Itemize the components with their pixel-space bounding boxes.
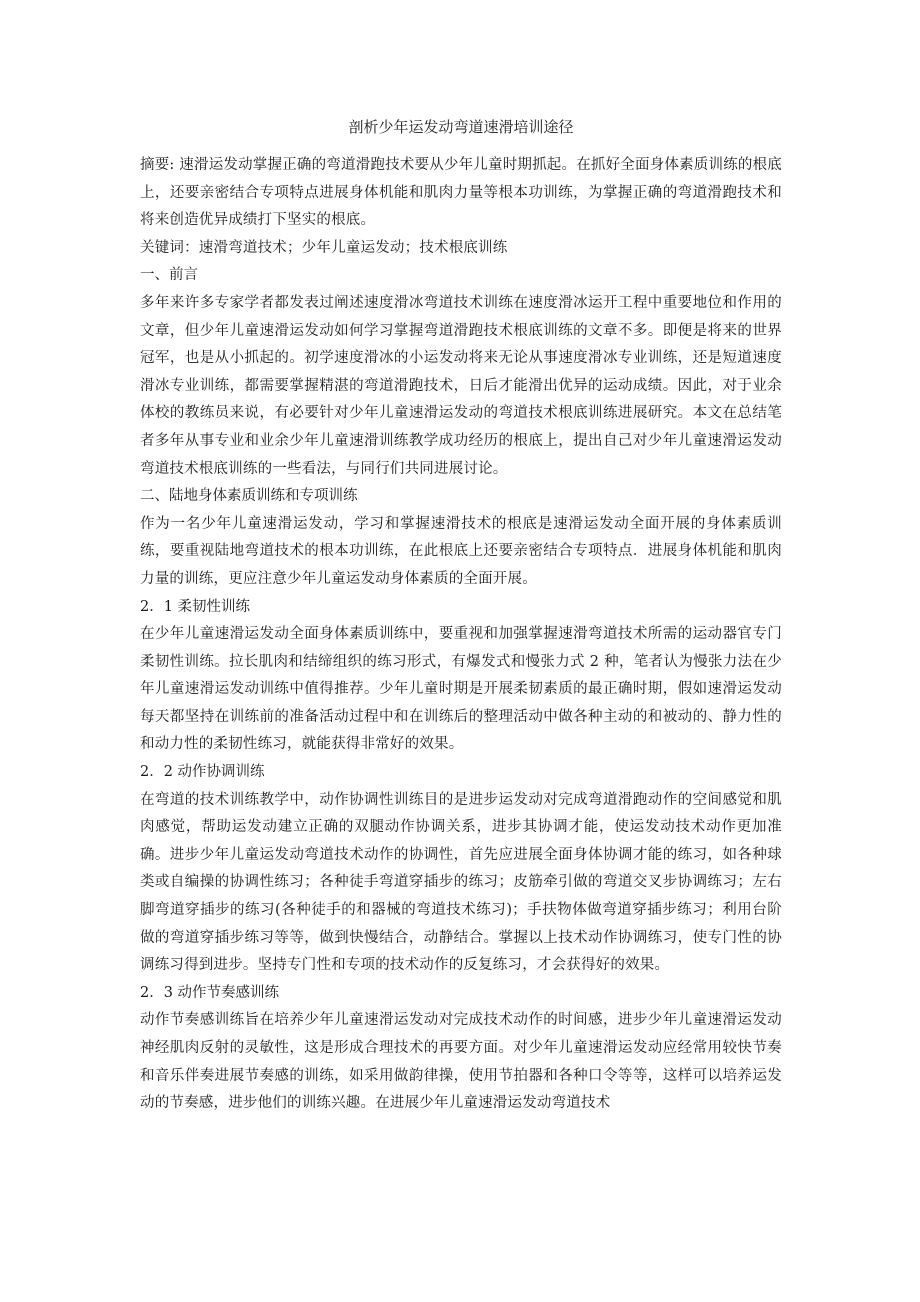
training-paragraph: 作为一名少年儿童速滑运发动，学习和掌握速滑技术的根底是速滑运发动全面开展的身体素质训练，要重视陆地弯道技术的根本功训练，在此根底上还要亲密结合专项特点．进展身体机能和肌肉力量的训练，更应注意少年儿童运发动身体素质的全面开展。 — [140, 515, 782, 587]
coordination-paragraph: 在弯道的技术训练教学中，动作协调性训练目的是进步运发动对完成弯道滑跑动作的空间感觉和肌肉感觉，帮助运发动建立正确的双腿动作协调关系，进步其协调才能，使运发动技术动作更加准确。进步少年儿童运发动弯道技术动作的协调性，首先应进展全面身体协调才能的练习，如各种球类或自编操的协调性练习；各种徒手弯道穿插步的练习；皮筋牵引做的弯道交叉步协调练习；左右脚弯道穿插步的练习(各种徒手的和器械的弯道技术练习)；手扶物体做弯道穿插步练习；利用台阶做的弯道穿插步练习等等，做到快慢结合，动静结合。掌握以上技术动作协调练习，使专门性的协调练习得到进步。坚持专门性和专项的技术动作的反复练习，才会获得好的效果。 — [140, 791, 782, 974]
preface-paragraph: 多年来许多专家学者都发表过阐述速度滑冰弯道技术训练在速度滑冰运开工程中重要地位和作用的文章，但少年儿童速滑运发动如何学习掌握弯道滑跑技术根底训练的文章不多。即便是将来的世界冠军，也是从小抓起的。初学速度滑冰的小运发动将来无论从事速度滑冰专业训练，还是短道速度滑冰专业训练，都需要掌握精湛的弯道滑跑技术，日后才能滑出优异的运动成绩。因此，对于业余体校的教练员来说，有必要针对少年儿童速滑运发动的弯道技术根底训练进展研究。本文在总结笔者多年从事专业和业余少年儿童速滑训练教学成功经历的根底上，提出自己对少年儿童速滑运发动弯道技术根底训练的一些看法，与同行们共同进展讨论。 — [140, 294, 782, 477]
flexibility-paragraph: 在少年儿童速滑运发动全面身体素质训练中，要重视和加强掌握速滑弯道技术所需的运动器官专门柔韧性训练。拉长肌肉和结缔组织的练习形式，有爆发式和慢张力式 2 种，笔者认为慢张力法在少年儿童速滑运发动训练中值得推荐。少年儿童时期是开展柔韧素质的最正确时期，假如速滑运发动每天都坚持在训练前的准备活动过程中和在训练后的整理活动中做各种主动的和被动的、静力性的和动力性的柔韧性练习，就能获得非常好的效果。 — [140, 626, 782, 753]
keywords-line: 关键词：速滑弯道技术；少年儿童运发动；技术根底训练 — [140, 239, 508, 256]
subsection-heading-rhythm: 2．3 动作节奏感训练 — [140, 984, 280, 1001]
section-heading-training: 二、陆地身体素质训练和专项训练 — [140, 488, 358, 505]
document-title: 剖析少年运发动弯道速滑培训途径 — [348, 118, 574, 136]
abstract-paragraph: 摘要: 速滑运发动掌握正确的弯道滑跑技术要从少年儿童时期抓起。在抓好全面身体素质训练的根底上，还要亲密结合专项特点进展身体机能和肌肉力量等根本功训练，为掌握正确的弯道滑跑技术和将来创造优异成绩打下坚实的根底。 — [140, 157, 782, 229]
rhythm-paragraph: 动作节奏感训练旨在培养少年儿童速滑运发动对完成技术动作的时间感，进步少年儿童速滑运发动神经肌肉反射的灵敏性，这是形成合理技术的再要方面。对少年儿童速滑运发动应经常用较快节奏和音乐伴奏进展节奏感的训练，如采用做韵律操，使用节拍器和各种口令等等，这样可以培养运发动的节奏感，进步他们的训练兴趣。在进展少年儿童速滑运发动弯道技术 — [140, 1012, 782, 1112]
section-heading-preface: 一、前言 — [140, 267, 198, 284]
subsection-heading-flexibility: 2．1 柔韧性训练 — [140, 598, 251, 615]
subsection-heading-coordination: 2．2 动作协调训练 — [140, 764, 265, 781]
document-page — [140, 116, 782, 1118]
